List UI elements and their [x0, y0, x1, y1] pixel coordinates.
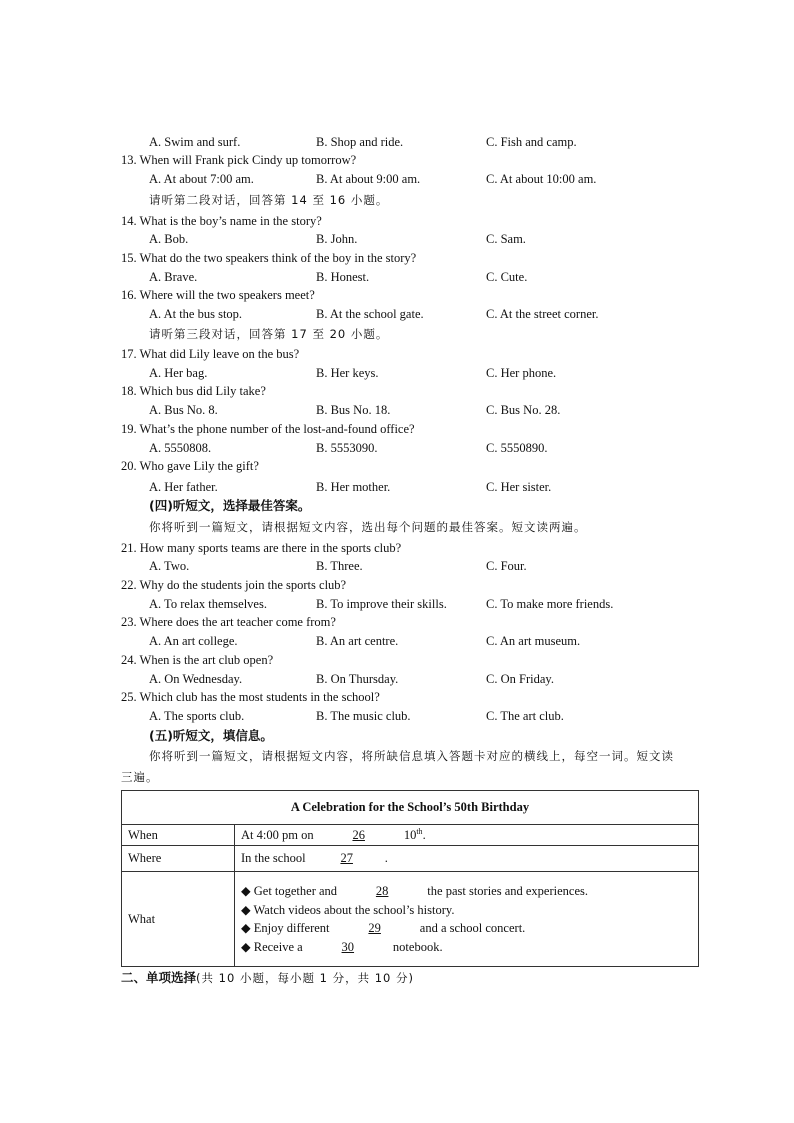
q25-question: 25. Which club has the most students in the school? — [121, 690, 380, 704]
q16-option-c: C. At the street corner. — [486, 307, 599, 321]
q18-option-b: B. Bus No. 18. — [316, 403, 391, 417]
q23-question: 23. Where does the art teacher come from? — [121, 615, 336, 629]
answer-blank-30[interactable]: 30 — [341, 939, 355, 954]
what-item-2: ◆ Watch videos about the school’s history. — [241, 902, 455, 917]
q18-option-c: C. Bus No. 28. — [486, 403, 561, 417]
q24-option-b: B. On Thursday. — [316, 672, 399, 686]
q12-options — [0, 133, 794, 151]
q25-option-b: B. The music club. — [316, 709, 411, 723]
q17-option-a: A. Her bag. — [149, 366, 208, 380]
when-value: At 4:00 pm on 26 10th. — [235, 825, 699, 846]
answer-blank-28[interactable]: 28 — [375, 884, 389, 898]
q19-option-c: C. 5550890. — [486, 441, 548, 455]
instruction-dialogue-2: 请听第二段对话，回答第 14 至 16 小题。 — [149, 193, 389, 207]
q24-question: 24. When is the art club open? — [121, 653, 274, 667]
q12-option-b: B. Shop and ride. — [316, 135, 404, 149]
q20-options — [0, 478, 794, 496]
q13-option-b: B. At about 9:00 am. — [316, 172, 421, 186]
q15-option-b: B. Honest. — [316, 270, 370, 284]
q20-option-c: C. Her sister. — [486, 480, 552, 494]
q12-option-a: A. Swim and surf. — [149, 135, 241, 149]
q22-option-a: A. To relax themselves. — [149, 597, 267, 611]
q24-option-a: A. On Wednesday. — [149, 672, 243, 686]
answer-blank-27[interactable]: 27 — [340, 851, 353, 865]
q23-option-a: A. An art college. — [149, 634, 238, 648]
q23-options — [0, 632, 794, 650]
instruction-dialogue-3: 请听第三段对话，回答第 17 至 20 小题。 — [149, 327, 389, 341]
what-item-4: ◆ Receive a 30 notebook. — [241, 938, 692, 957]
q14-option-c: C. Sam. — [486, 232, 526, 246]
q15-option-c: C. Cute. — [486, 270, 528, 284]
q21-option-b: B. Three. — [316, 559, 363, 573]
q14-option-a: A. Bob. — [149, 232, 189, 246]
q17-options — [0, 364, 794, 382]
q17-option-b: B. Her keys. — [316, 366, 379, 380]
q22-option-c: C. To make more friends. — [486, 597, 614, 611]
q20-option-a: A. Her father. — [149, 480, 218, 494]
q21-option-c: C. Four. — [486, 559, 527, 573]
q13-option-c: C. At about 10:00 am. — [486, 172, 597, 186]
q19-options — [0, 439, 794, 457]
what-value — [235, 872, 699, 967]
answer-blank-26[interactable]: 26 — [352, 828, 365, 843]
q13-question: 13. When will Frank pick Cindy up tomorrow? — [121, 153, 357, 167]
q21-options — [0, 557, 794, 575]
q18-option-a: A. Bus No. 8. — [149, 403, 218, 417]
q14-question: 14. What is the boy’s name in the story? — [121, 214, 322, 228]
table-title: A Celebration for the School’s 50th Birthday — [122, 791, 699, 825]
q15-question: 15. What do the two speakers think of the boy in the story? — [121, 251, 417, 265]
celebration-table — [121, 790, 699, 967]
q13-option-a: A. At about 7:00 am. — [149, 172, 254, 186]
q14-option-b: B. John. — [316, 232, 358, 246]
q22-options — [0, 595, 794, 613]
q17-question: 17. What did Lily leave on the bus? — [121, 347, 300, 361]
q25-option-a: A. The sports club. — [149, 709, 245, 723]
q16-question: 16. Where will the two speakers meet? — [121, 288, 315, 302]
q19-option-a: A. 5550808. — [149, 441, 212, 455]
what-item-3: ◆ Enjoy different 29 and a school concert. — [241, 919, 692, 938]
q23-option-b: B. An art centre. — [316, 634, 399, 648]
q15-option-a: A. Brave. — [149, 270, 198, 284]
q16-option-a: A. At the bus stop. — [149, 307, 243, 321]
q15-options — [0, 268, 794, 286]
section-4-instruction: 你将听到一篇短文，请根据短文内容，选出每个问题的最佳答案。短文读两遍。 — [149, 520, 587, 534]
q16-options — [0, 305, 794, 323]
answer-blank-29[interactable]: 29 — [368, 921, 381, 935]
q19-option-b: B. 5553090. — [316, 441, 378, 455]
q22-option-b: B. To improve their skills. — [316, 597, 447, 611]
when-label: When — [122, 825, 235, 846]
what-label: What — [122, 872, 235, 967]
q16-option-b: B. At the school gate. — [316, 307, 424, 321]
q12-option-c: C. Fish and camp. — [486, 135, 577, 149]
where-value: In the school 27 . — [235, 846, 699, 872]
q24-option-c: C. On Friday. — [486, 672, 554, 686]
part-2-heading: 二、单项选择(共 10 小题，每小题 1 分，共 10 分) — [121, 970, 415, 985]
q17-option-c: C. Her phone. — [486, 366, 557, 380]
section-4-title: (四)听短文，选择最佳答案。 — [149, 498, 311, 513]
q13-options — [0, 170, 794, 188]
what-item-1: ◆ Get together and 28 the past stories and experiences. — [241, 882, 692, 901]
q25-option-c: C. The art club. — [486, 709, 564, 723]
q23-option-c: C. An art museum. — [486, 634, 581, 648]
q21-question: 21. How many sports teams are there in the sports club? — [121, 541, 402, 555]
q25-options — [0, 707, 794, 725]
q22-question: 22. Why do the students join the sports club? — [121, 578, 347, 592]
section-5-title: (五)听短文，填信息。 — [149, 728, 273, 743]
q21-option-a: A. Two. — [149, 559, 190, 573]
q24-options — [0, 670, 794, 688]
q20-question: 20. Who gave Lily the gift? — [121, 459, 259, 473]
q20-option-b: B. Her mother. — [316, 480, 391, 494]
q18-question: 18. Which bus did Lily take? — [121, 384, 266, 398]
where-label: Where — [122, 846, 235, 872]
section-5-instruction: 你将听到一篇短文，请根据短文内容，将所缺信息填入答题卡对应的横线上，每空一词。短文读三遍。 — [121, 749, 674, 784]
q18-options — [0, 401, 794, 419]
q14-options — [0, 230, 794, 248]
q19-question: 19. What’s the phone number of the lost-and-found office? — [121, 422, 415, 436]
